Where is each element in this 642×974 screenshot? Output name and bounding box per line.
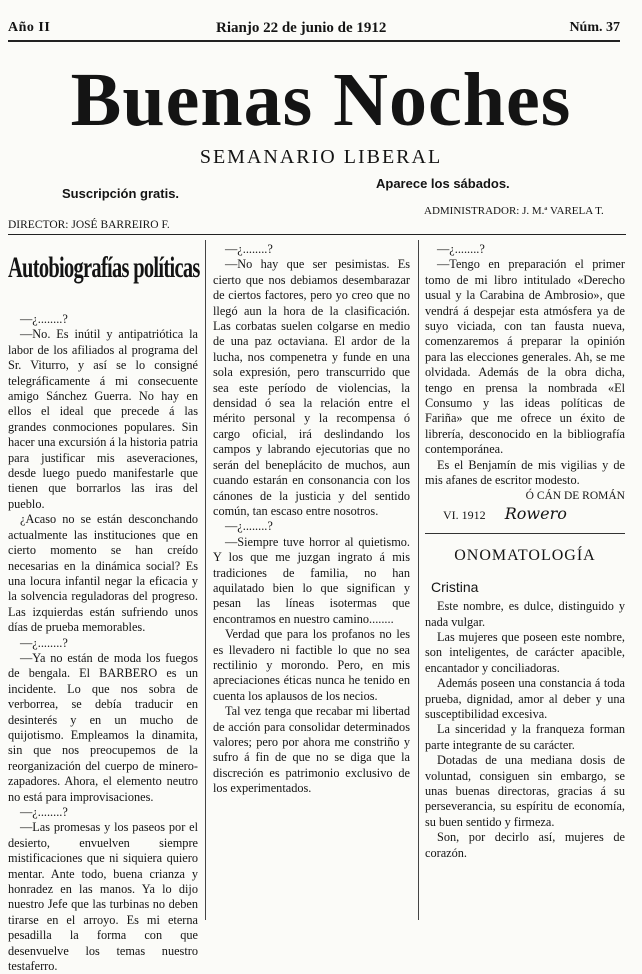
issue-number: Núm. 37 [569, 20, 620, 35]
director-line: DIRECTOR: JOSÉ BARREIRO F. [8, 219, 170, 231]
column-divider [418, 240, 419, 920]
article-paragraph: —¿........? [437, 242, 485, 256]
onomatologia-paragraph: Además poseen una constancia á toda prueba, dignidad, amor al deber y una susceptibilidad excesiva. [425, 676, 625, 721]
masthead-subtitle: SEMANARIO LIBERAL [199, 146, 443, 168]
onomatologia-paragraph: Este nombre, es dulce, distinguido y nada vulgar. [425, 599, 625, 629]
issue-date: Rianjo 22 de junio de 1912 [216, 20, 387, 36]
top-rule [8, 40, 620, 42]
article-paragraph: —Siempre tuve horror al quietismo. Y los que me juzgan ingrato á mis tradiciones de familia, no han aquilatado bien lo que significan y pesan las líneas isotermas que encontramos en nuestro camino........ [213, 534, 410, 626]
administrator-line: ADMINISTRADOR: J. M.ª VARELA T. [424, 205, 604, 217]
column-divider [205, 240, 206, 920]
article-column-3 [425, 242, 625, 922]
masthead-title: Buenas Noches [70, 58, 572, 142]
signature-line [425, 503, 625, 523]
issue-year: Año II [8, 20, 51, 35]
handwritten-signature: Rowero [504, 503, 567, 523]
article-paragraph: Verdad que para los profanos no les es llevadero ni factible lo que no sea rectilinio y morondo. Pero, en mis apreciaciones éticas nunca he tenido en cuenta los aplausos de los necios. [213, 627, 410, 703]
article-paragraph: —Las promesas y los paseos por el desierto, envuelven siempre mistificaciones que ni siquiera quiero mentar. Ante todo, buena crianza y honradez en las manos. Ya lo dijo nuestro Jefe que las turbinas no deben tirarse en el arroyo. Es mi eterna pesadilla la forma con que desenvuelve los temas nuestro testaferro. [8, 820, 198, 974]
article-paragraph: ¿Acaso no se están desconchando actualmente las instituciones que en cierto momento se han creído necesarias en la dinámica social? Es una locura infantil negar la eficacia y la solvencia reguladoras del progreso. Las izquierdas están sufriendo unos días de prueba memorables. [8, 512, 198, 635]
onomatologia-paragraph: Son, por decirlo así, mujeres de corazón. [425, 830, 625, 860]
article-paragraph: —¿........? [20, 805, 68, 819]
header-rule [8, 234, 626, 235]
article-paragraph: Tal vez tenga que recabar mi libertad de acción para consolidar determinados valores; pero por ahora me constriño y sufro á fin de que no se diga que la discreción es patrimonio exclusivo de los experimentados. [213, 704, 410, 796]
article-paragraph: —No. Es inútil y antipatriótica la labor de los afiliados al programa del Sr. Viturro, y así se lo consigné telegráficamente á mi consecuente amigo Sánchez Guerra. No hay en ellos el ideal que precede á las grandes conmociones populares. Sin hacer una excursión á la historia patria para justificar mis aseveraciones, desde luego puedo manifestarle que tienen que borrarlos las iras del pueblo. [8, 327, 198, 511]
article-column-1 [8, 242, 200, 974]
article-headline: Autobiografías políticas [8, 251, 200, 284]
section-rule [425, 533, 625, 534]
article-paragraph: —¿........? [225, 519, 273, 534]
name-heading: Cristina [431, 578, 479, 595]
subscription-note: Suscripción gratis. [62, 186, 180, 201]
section-title: ONOMATOLOGÍA [454, 547, 596, 565]
article-paragraph: —No hay que ser pesimistas. Es cierto que nos debiamos desembarazar de ciertos factores, pero yo creo que no llegó aun la hora de la clasificación. Las corbatas suelen colgarse en medio de una paz octaviana. El ardor de la lucha, nos compenetra y funde en una sola expresión, pero transcurrido que sea este período de violencias, la densidad ó sea la relación entre el mérito personal y la recompensa ó cargo oficial, irá deslindando los campos y labrando ejecutorias que no serán del beneplácito de muchos, aun cuando estarán en consonancia con los cánones de la justicia y del sentido común, tan escaso entre nosotros. [213, 257, 410, 518]
article-paragraph: —¿........? [20, 635, 68, 650]
publication-day-note: Aparece los sábados. [376, 176, 510, 191]
article-column-2 [213, 242, 410, 922]
onomatologia-paragraph: Dotadas de una mediana dosis de voluntad, consiguen sin embargo, se unas buenas directoras, gracias á su perseverancia, su espíritu de economía, su buen sentido y firmeza. [425, 753, 625, 829]
article-paragraph: —¿........? [225, 242, 273, 256]
signature-date: VI. 1912 [443, 507, 486, 522]
article-paragraph: Es el Benjamín de mis vigilias y de mis afanes de escritor modesto. [425, 457, 625, 488]
article-paragraph: —¿........? [20, 312, 68, 326]
onomatologia-paragraph: Las mujeres que poseen este nombre, son inteligentes, de carácter apacible, encantador y conciliadoras. [425, 629, 625, 675]
onomatologia-paragraph: La sinceridad y la franqueza forman parte integrante de su carácter. [425, 722, 625, 752]
article-signature: Ó CÁN DE ROMÁN [525, 489, 625, 502]
article-paragraph: —Tengo en preparación el primer tomo de mi libro intitulado «Derecho usual y la Carabina de Ambrosio», que vendrá á despejar esta atmósfera ya de suyo viciada, con tan fausta nueva, comenzaremos á preparar la opinión para las elecciones generales. Ah, se me olvidada. Además de la obra dicha, tengo en prensa la nombrada «El Consumo y las ideas políticas de Fariña» que me ofrece un éxito de librería, desconocido en la bibliografía contemporánea. [425, 257, 625, 457]
article-paragraph: —Ya no están de moda los fuegos de bengala. El BARBERO es un incidente. Lo que nos sobra de verborrea, se debía traducir en desinterés y en un mucho de quijotismo. Empleamos la dinamita, sin que nos preocupemos de la reorganización del cuerpo de minero-zapadores. Ahora, el elemento neutro no está para improvisaciones. [8, 650, 198, 804]
